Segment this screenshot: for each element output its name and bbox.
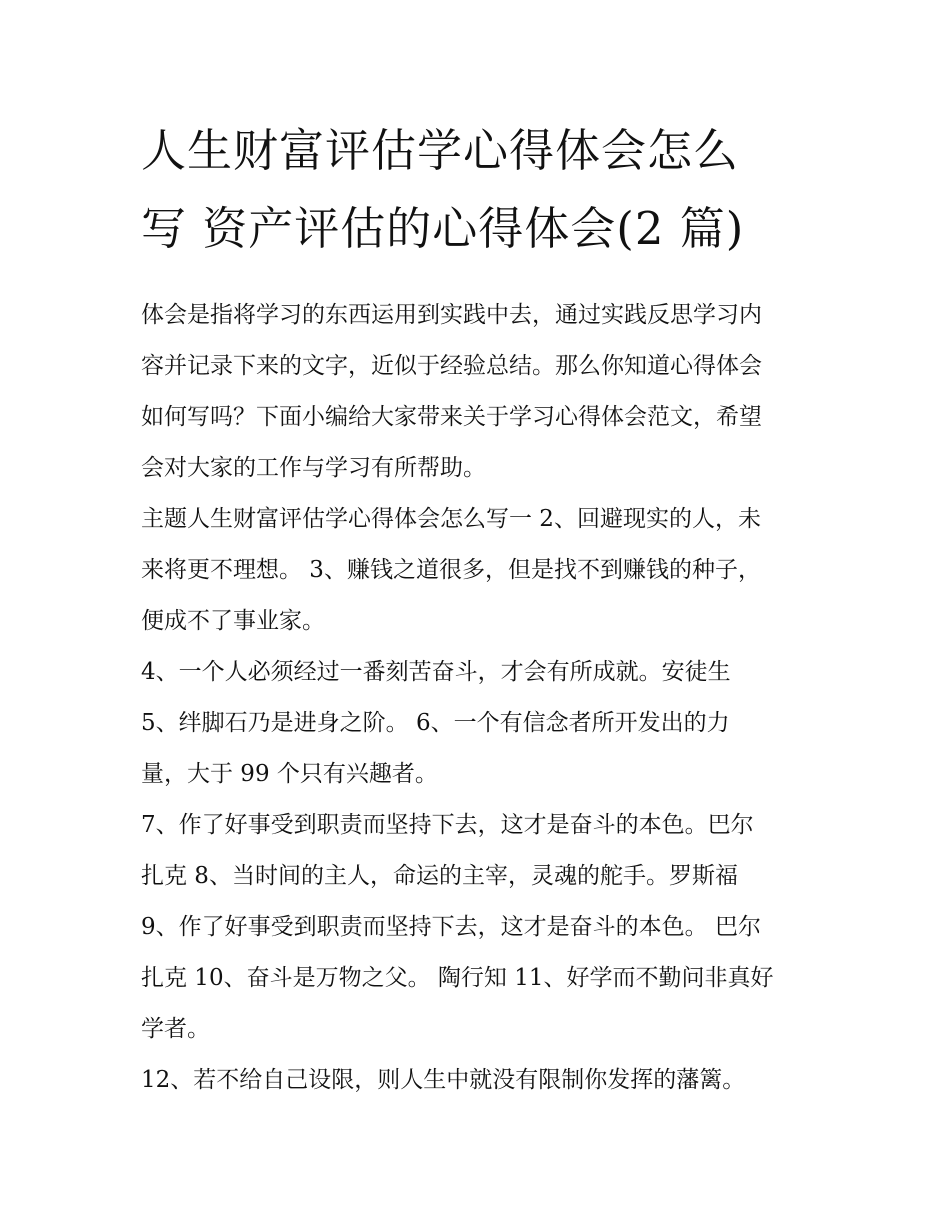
text-line: 扎克 10、奋斗是万物之父。 陶行知 11、好学而不勤问非真好 [141,965,774,991]
text-line: 4、一个人必须经过一番刻苦奋斗，才会有所成就。安徒生 [141,659,731,685]
text-line: 5、绊脚石乃是进身之阶。 6、一个有信念者所开发出的力 [141,710,730,736]
body-paragraph [141,698,813,800]
text-line: 会对大家的工作与学习有所帮助。 [141,455,486,481]
text-line: 12、若不给自己设限，则人生中就没有限制你发挥的藩篱。 [141,1067,746,1093]
text-line: 容并记录下来的文字，近似于经验总结。那么你知道心得体会 [141,353,762,379]
text-line: 9、作了好事受到职责而坚持下去，这才是奋斗的本色。 巴尔 [141,914,761,940]
text-line: 来将更不理想。 3、赚钱之道很多，但是找不到赚钱的种子， [141,557,761,583]
title-line: 人生财富评估学心得体会怎么 [141,124,740,177]
body-paragraph [141,800,813,1055]
text-line: 学者。 [141,1016,210,1042]
intro-paragraph [141,290,813,494]
text-line: 如何写吗？下面小编给大家带来关于学习心得体会范文，希望 [141,404,762,430]
body-paragraph [141,494,813,647]
text-line: 主题人生财富评估学心得体会怎么写一 2、回避现实的人，未 [141,506,761,532]
text-line: 扎克 8、当时间的主人，命运的主宰，灵魂的舵手。罗斯福 [141,863,738,889]
text-line: 量，大于 99 个只有兴趣者。 [141,761,438,787]
document-page [141,112,813,1106]
text-line: 7、作了好事受到职责而坚持下去，这才是奋斗的本色。巴尔 [141,812,754,838]
text-line: 便成不了事业家。 [141,608,325,634]
body-paragraph [141,647,813,698]
document-title [141,112,813,268]
title-line: 写 资产评估的心得体会(2 篇) [141,202,745,255]
body-paragraph [141,1055,813,1106]
text-line: 体会是指将学习的东西运用到实践中去，通过实践反思学习内 [141,302,762,328]
